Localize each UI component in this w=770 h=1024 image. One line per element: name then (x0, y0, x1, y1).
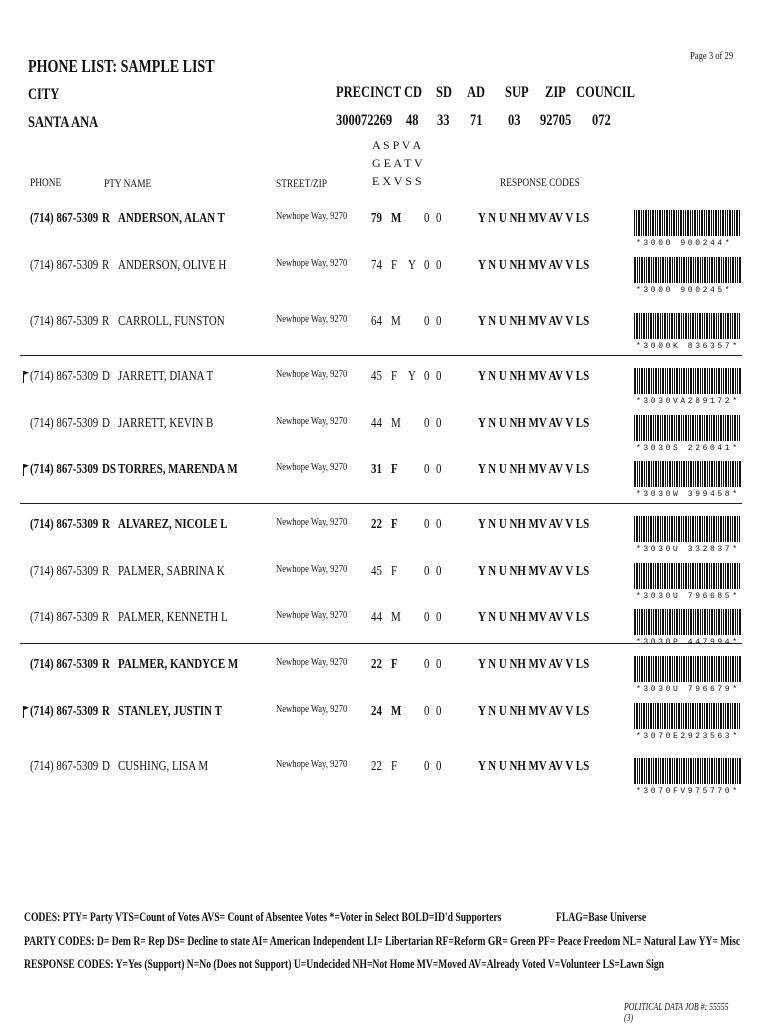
phone-number: (714) 867-5309 (30, 517, 99, 532)
age-value: 31 (371, 462, 382, 477)
barcode-image (634, 609, 742, 637)
barcode-image (634, 461, 742, 489)
voter-row (0, 656, 770, 702)
voter-row (0, 516, 770, 562)
age-value: 64 (371, 314, 382, 329)
phone-number: (714) 867-5309 (30, 759, 99, 774)
party-code: DS (102, 462, 116, 477)
party-code: R (102, 704, 110, 719)
voter-row (0, 703, 770, 749)
cd-label: CD (404, 84, 423, 101)
sex-value: F (391, 462, 398, 477)
barcode-text: *3070E2923563* (636, 732, 740, 741)
sup-value: 03 (508, 112, 521, 129)
age-value: 22 (371, 759, 382, 774)
vts-value: 0 (424, 211, 430, 226)
barcode-text: *3030S 226041* (636, 444, 740, 453)
precinct-label: PRECINCT (336, 84, 402, 101)
barcode-image (634, 313, 742, 341)
flag-icon (23, 370, 29, 382)
voter-name: ANDERSON, OLIVE H (118, 258, 227, 273)
sex-value: M (391, 610, 401, 625)
barcode-image (634, 257, 742, 285)
phone-number: (714) 867-5309 (30, 564, 99, 579)
phone-column-header: PHONE (30, 175, 62, 189)
barcode-text: *3030U 796685* (636, 592, 740, 601)
voter-name: PALMER, KENNETH L (118, 610, 228, 625)
age-value: 45 (371, 564, 382, 579)
codes-legend: CODES: PTY= Party VTS=Count of Votes AVS= Count of Absentee Votes *=Voter in Select BOLD=ID'd Supporters (24, 909, 502, 924)
sup-label: SUP (505, 84, 529, 101)
barcode-text: *3030W 399458* (636, 490, 740, 499)
barcode-image (634, 758, 742, 786)
avs-value: 0 (436, 369, 442, 384)
avs-value: 0 (436, 564, 442, 579)
vts-value: 0 (424, 704, 430, 719)
group-separator (20, 355, 742, 356)
age-value: 74 (371, 258, 382, 273)
response-codes: Y N U NH MV AV V LS (478, 517, 590, 532)
vertical-header-row1: A S P V A (372, 138, 422, 152)
barcode-image (634, 415, 742, 443)
voter-name: PALMER, SABRINA K (118, 564, 225, 579)
street-address: Newhope Way, 9270 (276, 516, 348, 528)
voter-name: ANDERSON, ALAN T (118, 211, 225, 226)
response-codes: Y N U NH MV AV V LS (478, 314, 590, 329)
phone-number: (714) 867-5309 (30, 369, 99, 384)
age-value: 45 (371, 369, 382, 384)
voter-name: STANLEY, JUSTIN T (118, 704, 222, 719)
party-code: D (102, 759, 110, 774)
ad-value: 71 (470, 112, 483, 129)
avs-value: 0 (436, 759, 442, 774)
voter-name: TORRES, MARENDA M (118, 462, 238, 477)
barcode-text: *3030U 332837* (636, 545, 740, 554)
vts-value: 0 (424, 369, 430, 384)
vts-value: 0 (424, 462, 430, 477)
street-address: Newhope Way, 9270 (276, 368, 348, 380)
phone-number: (714) 867-5309 (30, 416, 99, 431)
avs-value: 0 (436, 314, 442, 329)
vertical-header-row2: G E A T V (372, 156, 423, 170)
barcode-text: *3000K 836357* (636, 342, 740, 351)
vts-value: 0 (424, 759, 430, 774)
barcode-text: *3000 900245* (636, 286, 733, 295)
vts-value: 0 (424, 314, 430, 329)
age-value: 44 (371, 416, 382, 431)
phone-number: (714) 867-5309 (30, 258, 99, 273)
response-codes: Y N U NH MV AV V LS (478, 657, 590, 672)
pav-value: Y (408, 258, 416, 273)
voter-name: CUSHING, LISA M (118, 759, 209, 774)
voter-name: JARRETT, KEVIN B (118, 416, 214, 431)
city-label: CITY (28, 86, 60, 103)
flag-icon (23, 705, 29, 717)
response-codes: Y N U NH MV AV V LS (478, 759, 590, 774)
barcode-image (634, 368, 742, 396)
avs-value: 0 (436, 704, 442, 719)
sex-value: F (391, 517, 398, 532)
vts-value: 0 (424, 258, 430, 273)
avs-value: 0 (436, 462, 442, 477)
barcode-image (634, 210, 742, 238)
voter-row (0, 758, 770, 804)
council-label: COUNCIL (576, 84, 635, 101)
sex-value: M (391, 314, 401, 329)
avs-value: 0 (436, 517, 442, 532)
voter-row (0, 368, 770, 414)
response-codes: Y N U NH MV AV V LS (478, 211, 590, 226)
sex-value: M (391, 211, 402, 226)
age-value: 22 (371, 517, 382, 532)
voter-row (0, 461, 770, 507)
sex-value: M (391, 416, 401, 431)
phone-number: (714) 867-5309 (30, 462, 99, 477)
vertical-header-row3: E X V S S (372, 174, 422, 188)
phone-number: (714) 867-5309 (30, 314, 99, 329)
street-address: Newhope Way, 9270 (276, 758, 348, 770)
response-codes: Y N U NH MV AV V LS (478, 564, 590, 579)
vts-value: 0 (424, 657, 430, 672)
voter-row (0, 415, 770, 461)
voter-name: PALMER, KANDYCE M (118, 657, 239, 672)
avs-value: 0 (436, 657, 442, 672)
council-value: 072 (592, 112, 611, 129)
job-number: POLITICAL DATA JOB #: 55555 (3) (624, 1002, 729, 1024)
cd-value: 48 (406, 112, 419, 129)
street-address: Newhope Way, 9270 (276, 563, 348, 575)
group-separator (20, 503, 742, 504)
street-address: Newhope Way, 9270 (276, 609, 348, 621)
party-code: R (102, 610, 110, 625)
voter-row (0, 563, 770, 609)
sex-value: F (391, 258, 398, 273)
barcode-image (634, 656, 742, 684)
party-codes-legend: PARTY CODES: D= Dem R= Rep DS= Decline to state AI= American Independent LI= Libertarian RF=Reform GR= Green PF= Peace Freedom NL= Natural Law YY= Misc (24, 933, 741, 948)
sd-value: 33 (437, 112, 450, 129)
response-column-header: RESPONSE CODES (500, 175, 580, 189)
age-value: 22 (371, 657, 382, 672)
sex-value: F (391, 564, 398, 579)
barcode-text: *3030U 796679* (636, 685, 740, 694)
sex-value: F (391, 759, 398, 774)
voter-row (0, 609, 770, 655)
barcode-text: *3070FV975770* (636, 787, 740, 796)
age-value: 79 (371, 211, 382, 226)
party-code: R (102, 657, 110, 672)
flag-icon (23, 463, 29, 475)
party-code: D (102, 369, 110, 384)
pav-value: Y (408, 369, 416, 384)
phone-number: (714) 867-5309 (30, 211, 99, 226)
page-number: Page 3 of 29 (690, 50, 734, 62)
party-code: R (102, 564, 110, 579)
response-codes: Y N U NH MV AV V LS (478, 704, 590, 719)
barcode-text: *3000 900244* (636, 239, 733, 248)
vts-value: 0 (424, 416, 430, 431)
street-address: Newhope Way, 9270 (276, 415, 348, 427)
barcode-image (634, 563, 742, 591)
party-code: R (102, 258, 110, 273)
vts-value: 0 (424, 564, 430, 579)
response-codes: Y N U NH MV AV V LS (478, 462, 590, 477)
voter-row (0, 257, 770, 303)
response-codes: Y N U NH MV AV V LS (478, 416, 590, 431)
avs-value: 0 (436, 416, 442, 431)
voter-row (0, 210, 770, 256)
avs-value: 0 (436, 610, 442, 625)
street-address: Newhope Way, 9270 (276, 656, 348, 668)
flag-legend: FLAG=Base Universe (556, 909, 647, 924)
vts-value: 0 (424, 610, 430, 625)
sex-value: F (391, 369, 398, 384)
phone-number: (714) 867-5309 (30, 657, 99, 672)
age-value: 24 (371, 704, 382, 719)
party-code: R (102, 211, 110, 226)
sd-label: SD (436, 84, 452, 101)
barcode-image (634, 516, 742, 544)
age-value: 44 (371, 610, 382, 625)
response-codes: Y N U NH MV AV V LS (478, 610, 590, 625)
city-value: SANTA ANA (28, 114, 99, 131)
street-address: Newhope Way, 9270 (276, 703, 348, 715)
vts-value: 0 (424, 517, 430, 532)
voter-row (0, 313, 770, 359)
response-codes: Y N U NH MV AV V LS (478, 369, 590, 384)
voter-name: CARROLL, FUNSTON (118, 314, 225, 329)
party-code: R (102, 314, 110, 329)
barcode-image (634, 703, 742, 731)
zip-label: ZIP (545, 84, 566, 101)
precinct-value: 300072269 (336, 112, 393, 129)
street-address: Newhope Way, 9270 (276, 257, 348, 269)
voter-name: ALVAREZ, NICOLE L (118, 517, 228, 532)
ad-label: AD (467, 84, 486, 101)
street-address: Newhope Way, 9270 (276, 210, 348, 222)
party-code: R (102, 517, 110, 532)
avs-value: 0 (436, 258, 442, 273)
avs-value: 0 (436, 211, 442, 226)
response-codes-legend: RESPONSE CODES: Y=Yes (Support) N=No (Does not Support) U=Undecided NH=Not Home MV=Moved AV=Already Voted V=Volunteer LS=Lawn Sign (24, 956, 665, 971)
response-codes: Y N U NH MV AV V LS (478, 258, 590, 273)
street-address: Newhope Way, 9270 (276, 461, 348, 473)
street-address: Newhope Way, 9270 (276, 313, 348, 325)
voter-name: JARRETT, DIANA T (118, 369, 214, 384)
sex-value: F (391, 657, 398, 672)
page-title: PHONE LIST: SAMPLE LIST (28, 56, 215, 76)
pty-name-column-header: PTY NAME (104, 176, 152, 190)
sex-value: M (391, 704, 402, 719)
group-separator (20, 643, 742, 644)
street-column-header: STREET/ZIP (276, 176, 327, 190)
phone-number: (714) 867-5309 (30, 610, 99, 625)
party-code: D (102, 416, 110, 431)
phone-number: (714) 867-5309 (30, 704, 99, 719)
barcode-text: *3030P 447994* (636, 638, 740, 647)
barcode-text: *3030VA289172* (636, 397, 740, 406)
zip-value: 92705 (540, 112, 572, 129)
